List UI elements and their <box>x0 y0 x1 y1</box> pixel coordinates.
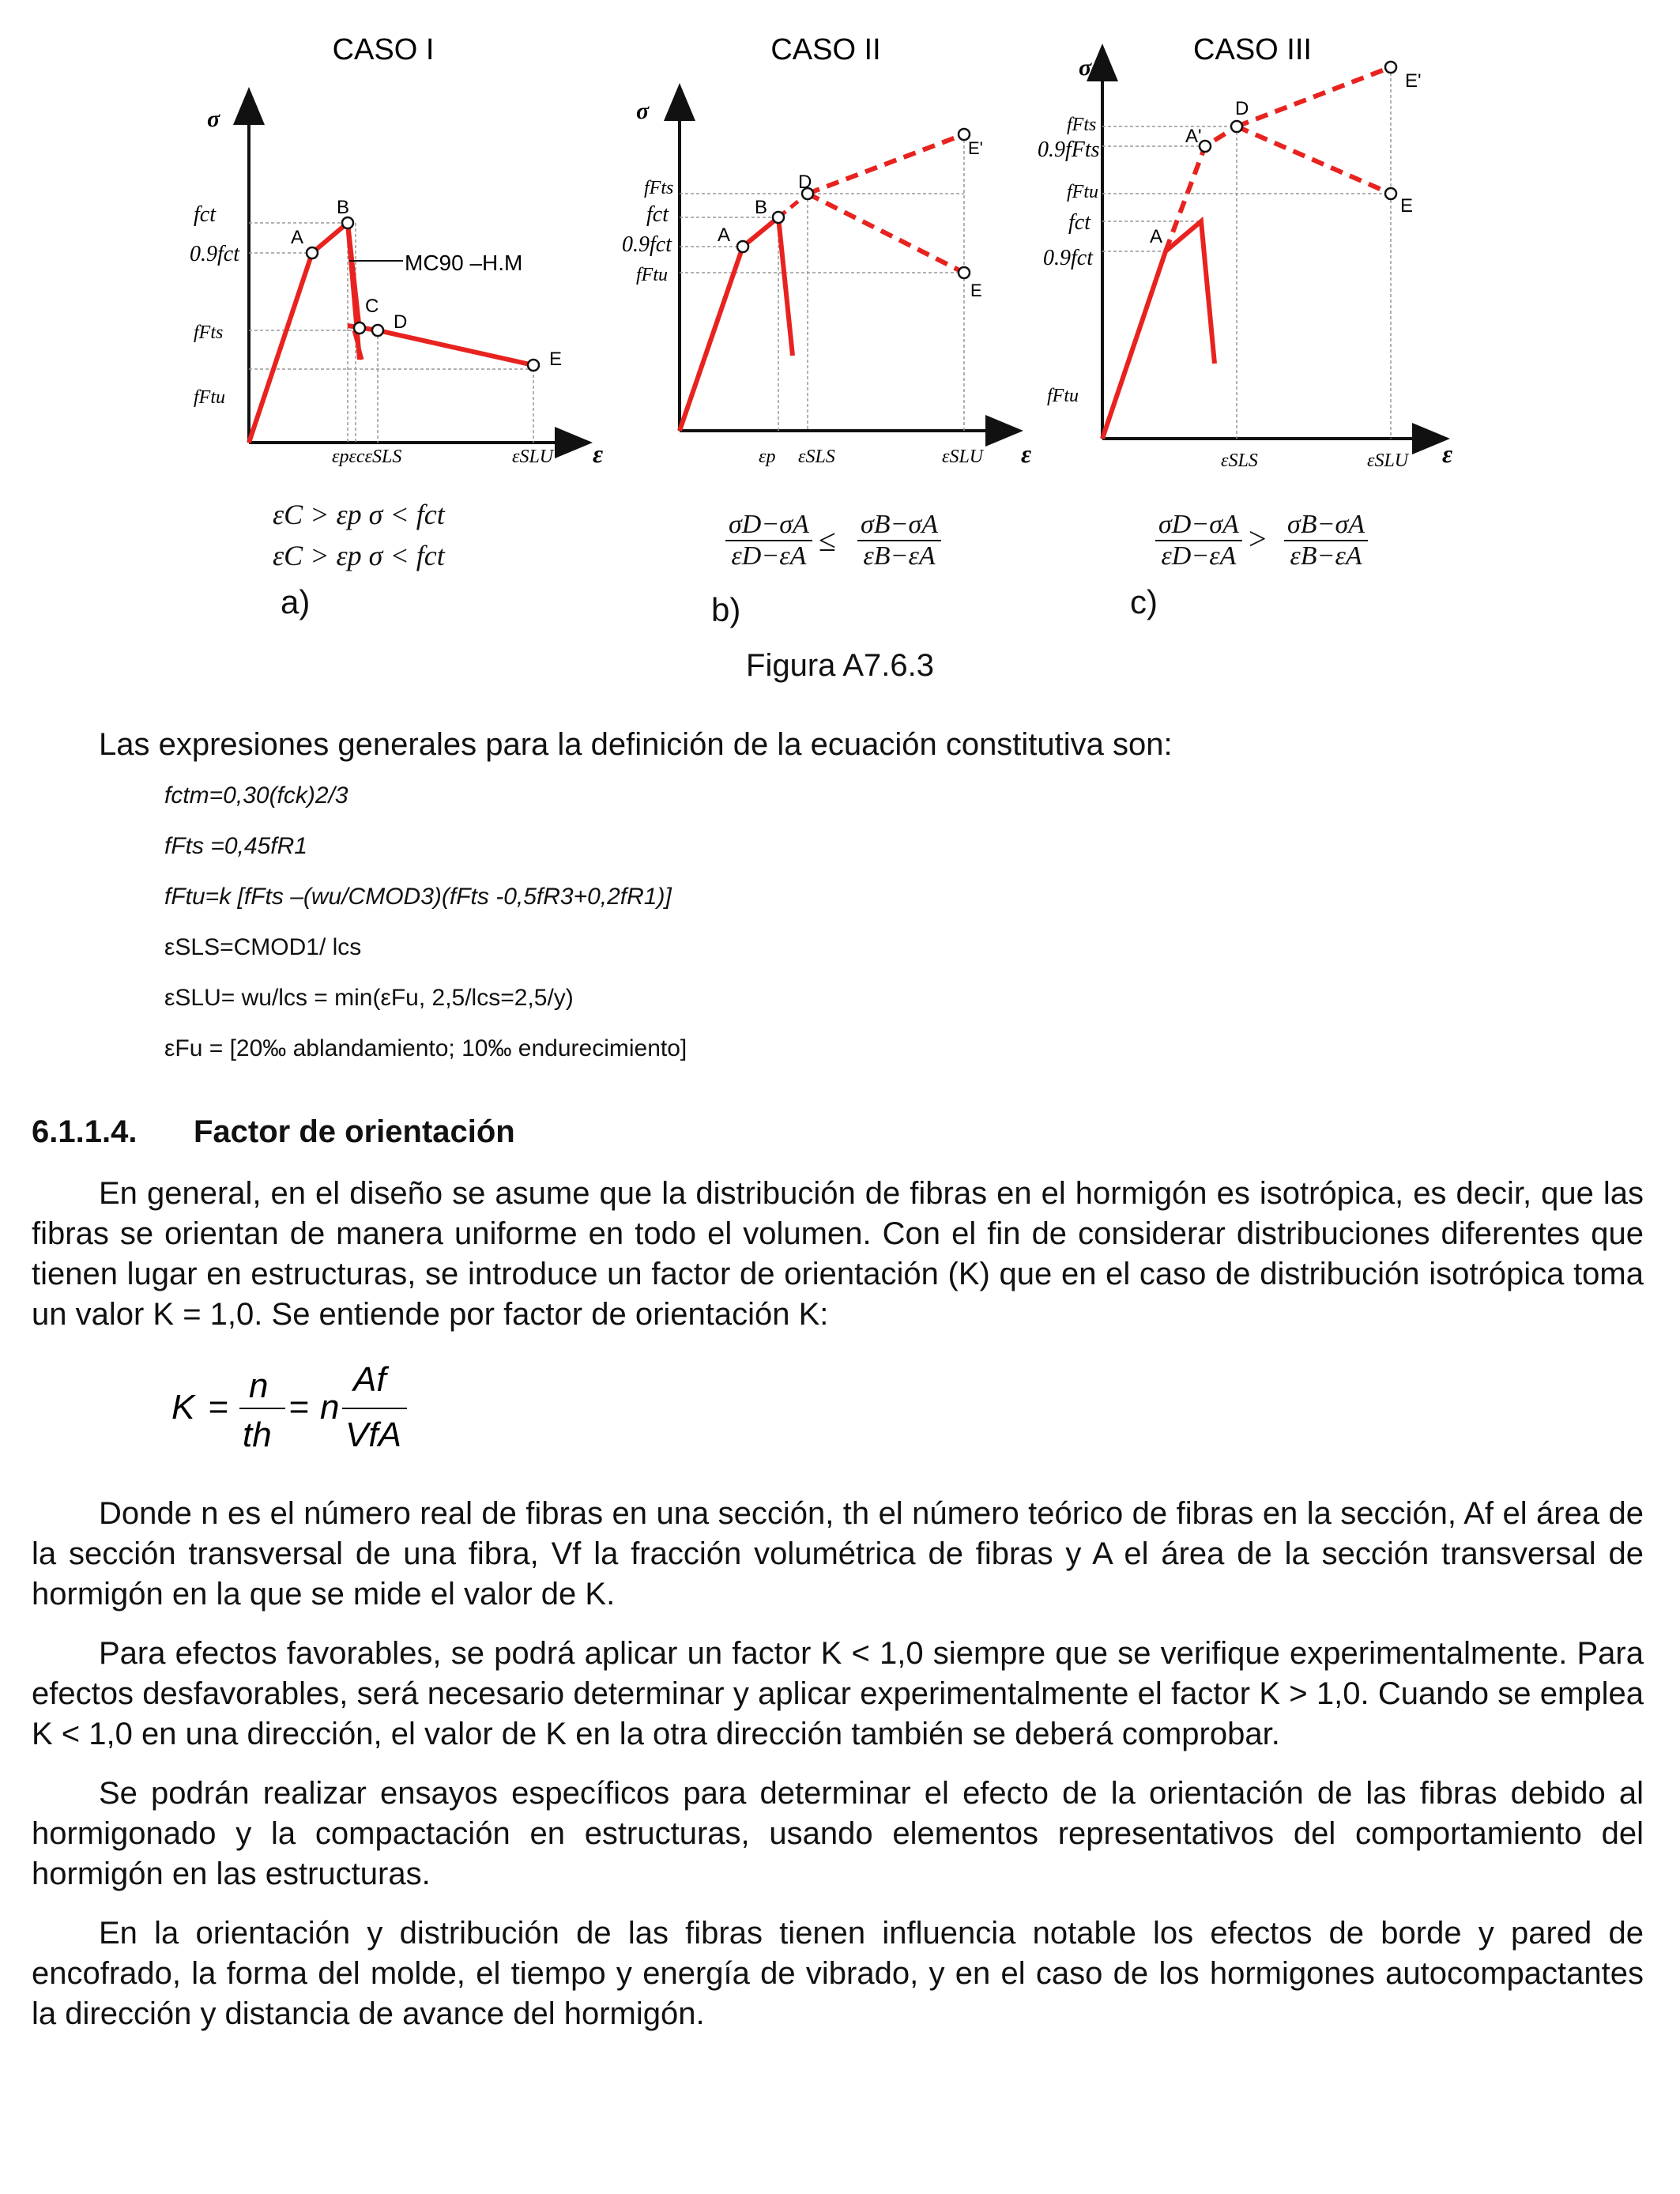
k-eq-2: = <box>288 1388 309 1427</box>
paragraph-4: Se podrán realizar ensayos específicos para determinar el efecto de la orientación de las fibras debido al hormigonado y la compactación en estructuras, usando elementos representativos del comportamiento del hormigón en las estructuras. <box>32 1776 1644 1891</box>
case-3-09ffts: 0.9fFts <box>1038 138 1100 162</box>
case-1-point-c: C <box>365 296 379 317</box>
case-2-fct: fct <box>646 202 669 227</box>
case-3-fct: fct <box>1068 210 1090 235</box>
case-2-frac-left-den: εD−εA <box>731 541 807 571</box>
case-1-09fct: 0.9fct <box>190 242 239 266</box>
k-formula-svg <box>170 1359 439 1462</box>
case-2-point-e: E <box>970 281 982 300</box>
case-1-point-e: E <box>549 349 563 370</box>
case-2-point-a: A <box>718 224 731 246</box>
k-n2: n <box>320 1388 340 1427</box>
case-2-frac-right-den: εB−εA <box>863 541 936 571</box>
intro-text: Las expresiones generales para la definición de la ecuación constitutiva son: <box>99 727 1173 762</box>
case-3-frac-right-den: εB−εA <box>1290 541 1362 571</box>
case-2-point-d: D <box>798 172 812 193</box>
case-3-fftu-low: fFtu <box>1047 386 1079 406</box>
case-3-epsilon: ε <box>1442 439 1453 468</box>
case-1-model-label: MC90 –H.M <box>405 251 523 275</box>
section-number: 6.1.1.4. <box>32 1114 137 1149</box>
case-3-xtick-esls: εSLS <box>1221 450 1258 471</box>
case-2-frac-left-num: σD−σA <box>725 510 812 541</box>
case-2-fftu: fFtu <box>636 265 668 285</box>
case-2-chart <box>622 33 1031 468</box>
case-3-frac-left <box>1155 510 1242 571</box>
k-vfa: VfA <box>345 1416 401 1454</box>
case-1-point-b: B <box>337 197 350 218</box>
case-1-inequality-2: εC > εp σ < fct <box>273 540 445 571</box>
case-3-xslu: εSLU <box>1367 450 1409 471</box>
case-3-sublabel: c) <box>1130 583 1158 620</box>
figure-a7-6-3 <box>0 0 1680 711</box>
case-2-sublabel: b) <box>711 591 741 628</box>
case-1-point-d: D <box>394 311 408 333</box>
case-1-xslu: εSLU <box>512 447 554 467</box>
case-1-epsilon: ε <box>593 439 604 468</box>
formula-esls: εSLS=CMOD1/ lcs <box>164 934 362 960</box>
formula-list <box>164 782 687 1086</box>
case-1-ffts: fFts <box>194 322 224 343</box>
paragraph-2: Donde n es el número real de fibras en una sección, th el número teórico de fibras en la sección, Af el área de la sección transversal de una fibra, Vf la fracción volumétrica de fibras y A el área de la sección transversal de hormigón en la que se mide el valor de K. <box>32 1496 1644 1612</box>
case-3-point-e: E <box>1400 195 1414 217</box>
k-af: Af <box>353 1360 386 1399</box>
k-n: n <box>249 1367 269 1405</box>
case-3-09fct: 0.9fct <box>1043 246 1093 270</box>
case-3-point-d: D <box>1235 98 1249 119</box>
case-3-point-a: A <box>1150 226 1163 247</box>
case-1-sublabel: a) <box>281 583 311 620</box>
case-2-xslu: εSLU <box>942 447 984 467</box>
section-title: Factor de orientación <box>194 1114 515 1149</box>
formula-ffts: fFts =0,45fR1 <box>164 833 307 859</box>
k-th: th <box>243 1416 272 1454</box>
section-heading <box>32 1114 515 1150</box>
case-2-title: CASO II <box>770 33 881 66</box>
case-2-relation: ≤ <box>819 522 836 558</box>
k-lhs: K <box>171 1388 195 1427</box>
case-2-frac-left <box>725 510 812 571</box>
case-1-inequality-1: εC > εp σ < fct <box>273 499 445 530</box>
case-3-relation: > <box>1249 521 1267 556</box>
case-1-xticks: εpεcεSLS <box>332 447 402 467</box>
case-3-frac-left-num: σD−σA <box>1155 510 1242 541</box>
figure-svg <box>0 0 1680 711</box>
case-3-title: CASO III <box>1193 33 1312 66</box>
case-2-epsilon: ε <box>1021 439 1032 468</box>
case-2-point-e-prime: E' <box>968 138 983 158</box>
formula-fctm: fctm=0,30(fck)2/3 <box>164 782 348 809</box>
paragraph-block-rest <box>32 1494 1644 2053</box>
case-2-sigma: σ <box>636 98 650 124</box>
case-3-sigma: σ <box>1079 55 1092 81</box>
case-2-point-b: B <box>755 197 768 218</box>
case-2-frac-right <box>857 510 941 571</box>
paragraph-3: Para efectos favorables, se podrá aplicar un factor K < 1,0 siempre que se verifique experimentalmente. Para efectos desfavorables, será necesario determinar y aplicar experimentalmente el factor K > 1,0. Cuando se emplea K < 1,0 en una dirección, el valor de K en la otra dirección también se deberá comprobar. <box>32 1636 1644 1751</box>
k-eq-1: = <box>208 1388 228 1427</box>
figure-caption: Figura A7.6.3 <box>746 648 934 683</box>
case-3-point-a-prime: A' <box>1185 126 1202 147</box>
formula-fftu: fFtu=k [fFts –(wu/CMOD3)(fFts -0,5fR3+0,2fR1)] <box>164 884 672 910</box>
paragraph-1-block <box>32 1174 1644 1354</box>
case-2-09fct: 0.9fct <box>622 232 672 257</box>
paragraph-5: En la orientación y distribución de las fibras tienen influencia notable los efectos de borde y pared de encofrado, la forma del molde, el tiempo y energía de vibrado, y en el caso de los hormigones autocompactantes la dirección y distancia de avance del hormigón. <box>32 1916 1644 2031</box>
case-1-point-a: A <box>291 227 304 248</box>
formula-eslu: εSLU= wu/lcs = min(εFu, 2,5/lcs=2,5/y) <box>164 985 574 1011</box>
case-1-sigma: σ <box>207 106 220 132</box>
case-3-frac-right <box>1284 510 1368 571</box>
case-3-chart <box>1038 33 1452 471</box>
case-2-xtick-esls: εSLS <box>798 447 835 467</box>
case-1-fct: fct <box>194 202 216 227</box>
paragraph-1: En general, en el diseño se asume que la distribución de fibras en el hormigón es isotrópica, es decir, que las fibras se orientan de manera uniforme en todo el volumen. Con el fin de considerar distribuciones diferentes que tienen lugar en estructuras, se introduce un factor de orientación (K) que en el caso de distribución isotrópica toma un valor K = 1,0. Se entiende por factor de orientación K: <box>32 1176 1644 1332</box>
formula-efu: εFu = [20‰ ablandamiento; 10‰ endurecimiento] <box>164 1035 687 1061</box>
case-2-frac-right-num: σB−σA <box>857 510 941 541</box>
case-1-fftu: fFtu <box>194 387 225 408</box>
case-3-frac-right-num: σB−σA <box>1284 510 1368 541</box>
case-1-chart <box>190 33 603 468</box>
case-2-ffts: fFts <box>644 178 674 198</box>
k-formula <box>170 1359 439 1471</box>
case-3-point-e-prime: E' <box>1405 70 1422 92</box>
case-1-title: CASO I <box>332 33 435 66</box>
case-3-fftu: fFtu <box>1067 182 1098 202</box>
case-3-frac-left-den: εD−εA <box>1161 541 1237 571</box>
case-2-xtick-ep: εp <box>759 447 776 467</box>
case-3-ffts: fFts <box>1067 115 1097 135</box>
